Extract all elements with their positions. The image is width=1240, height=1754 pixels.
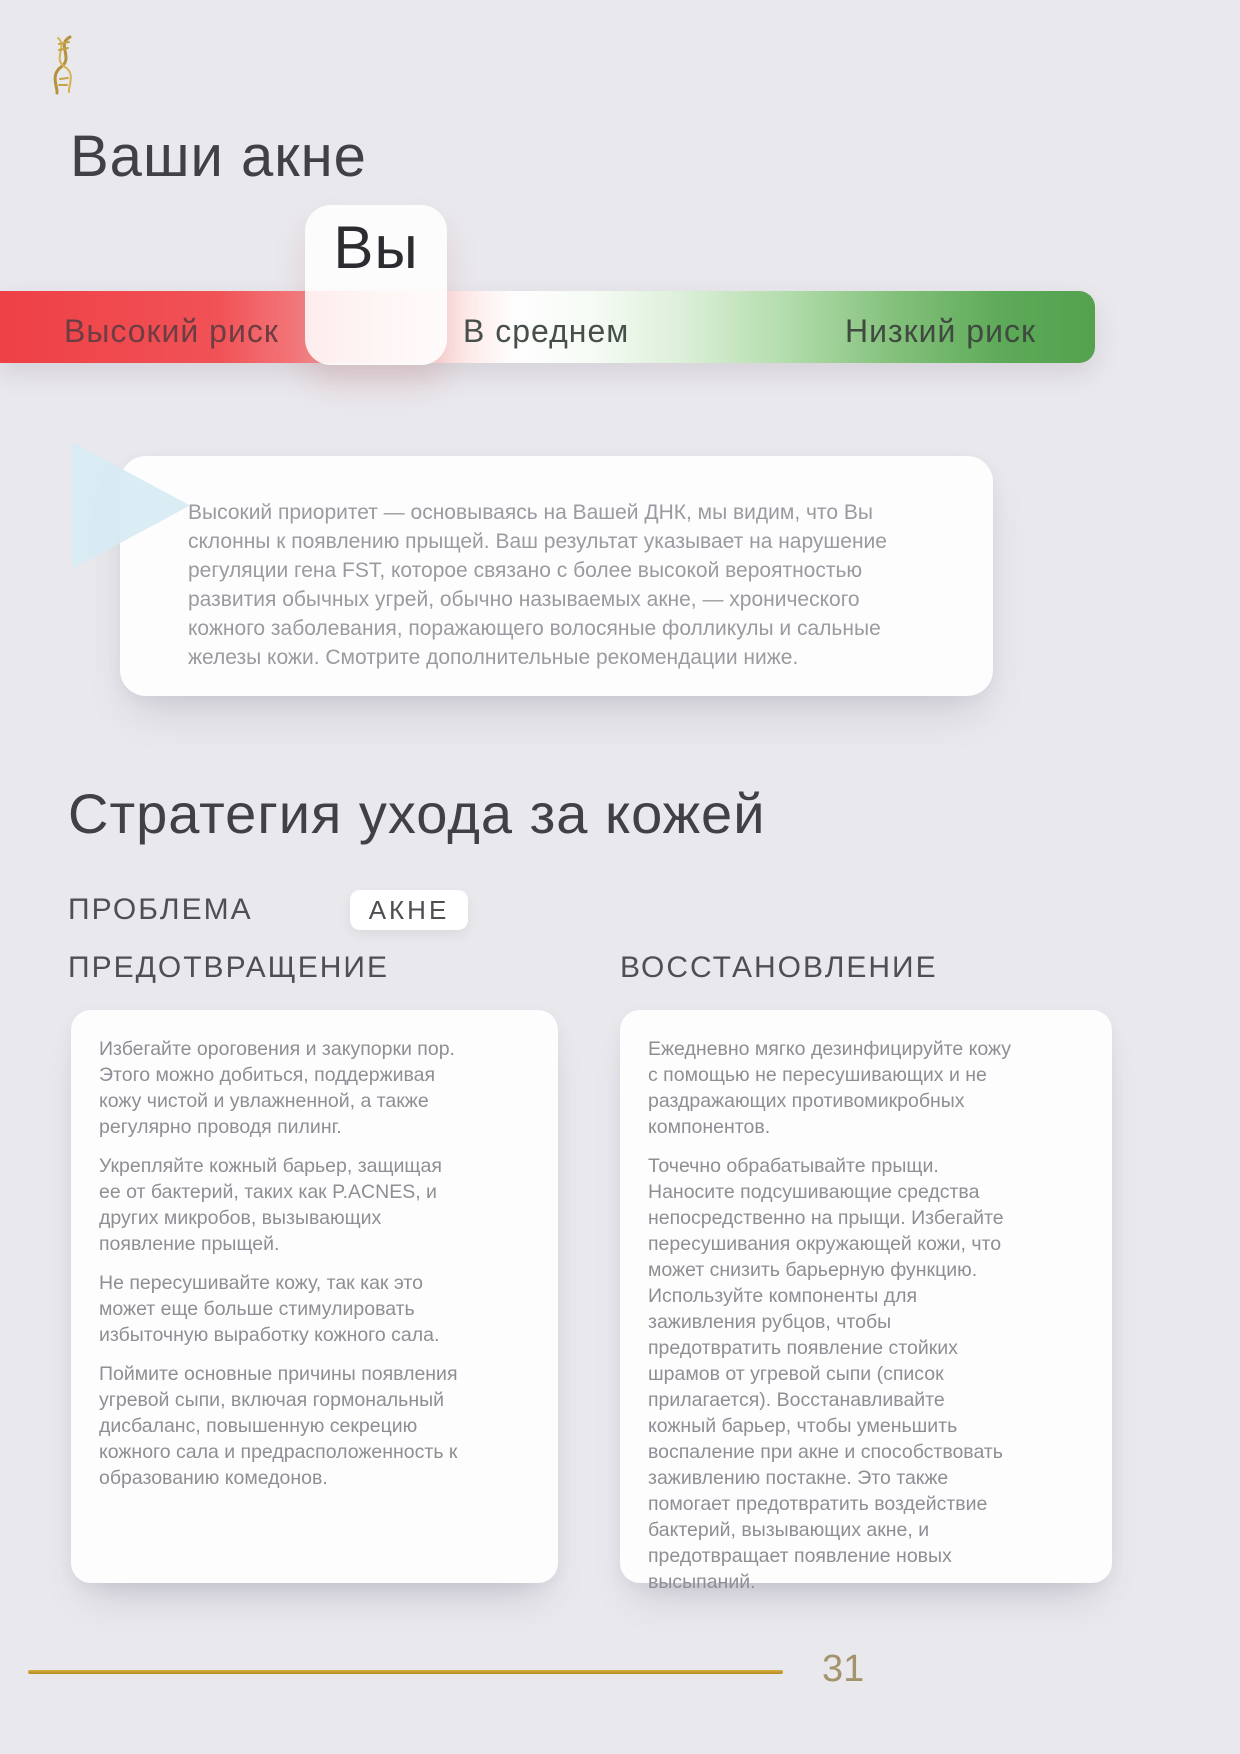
prevention-paragraph: Избегайте ороговения и закупорки пор. Этого можно добиться, поддерживая кожу чистой и увлажненной, а также регулярно проводя пилинг. [99, 1038, 455, 1138]
restoration-paragraph: Точечно обрабатывайте прыщи. Наносите подсушивающие средства непосредственно на прыщи. Избегайте пересушивания окружающей кожи, что может снизить барьерную функцию. Используйте компоненты для заживления рубцов, чтобы предотвратить появление стойких шрамов от угревой сыпи (список прилагается). Восстанавливайте кожный барьер, чтобы уменьшить воспаление при акне и способствовать заживлению постакне. Это также помогает предотвратить воздействие бактерий, вызывающих акне, и предотвращает появление новых высыпаний. [648, 1155, 1004, 1593]
page-title: Ваши акне [70, 124, 367, 189]
risk-label-medium: В среднем [463, 313, 630, 349]
summary-card [120, 456, 993, 696]
problem-label: ПРОБЛЕМА [68, 893, 253, 926]
risk-marker-label: Вы [333, 214, 419, 281]
prevention-paragraph: Поймите основные причины появления угревой сыпи, включая гормональный дисбаланс, повышенную секрецию кожного сала и предрасположенность к образованию комедонов. [99, 1363, 458, 1489]
prevention-paragraph: Не пересушивайте кожу, так как это может еще больше стимулировать избыточную выработку кожного сала. [99, 1272, 440, 1346]
risk-marker-you [305, 205, 447, 365]
restoration-paragraph: Ежедневно мягко дезинфицируйте кожу с помощью не пересушивающих и не раздражающих противомикробных компонентов. [648, 1038, 1011, 1138]
restoration-card [620, 1010, 1112, 1593]
risk-label-low: Низкий риск [845, 313, 1036, 349]
prevention-card [71, 1010, 558, 1583]
prevention-header: ПРЕДОТВРАЩЕНИЕ [68, 951, 389, 984]
risk-gradient-bar [0, 291, 1095, 363]
page-number: 31 [822, 1648, 865, 1690]
problem-value-badge: АКНЕ [350, 890, 468, 930]
risk-label-high: Высокий риск [64, 313, 279, 349]
restoration-header: ВОССТАНОВЛЕНИЕ [620, 951, 938, 984]
summary-text: Высокий приоритет — основываясь на Вашей ДНК, мы видим, что Вы склонны к появлению прыщей. Ваш результат указывает на нарушение регуляции гена FST, которое связано с более высокой вероятностью развития обычных угрей, обычно называемых акне, — хронического кожного заболевания, поражающего волосяные фолликулы и сальные железы кожи. Смотрите дополнительные рекомендации ниже. [188, 501, 887, 669]
strategy-title: Стратегия ухода за кожей [68, 782, 766, 845]
footer-gold-rule [28, 1670, 783, 1674]
prevention-paragraph: Укрепляйте кожный барьер, защищая ее от бактерий, таких как P.ACNES, и других микробов, вызывающих появление прыщей. [99, 1155, 442, 1255]
dna-gold-icon [48, 34, 80, 96]
